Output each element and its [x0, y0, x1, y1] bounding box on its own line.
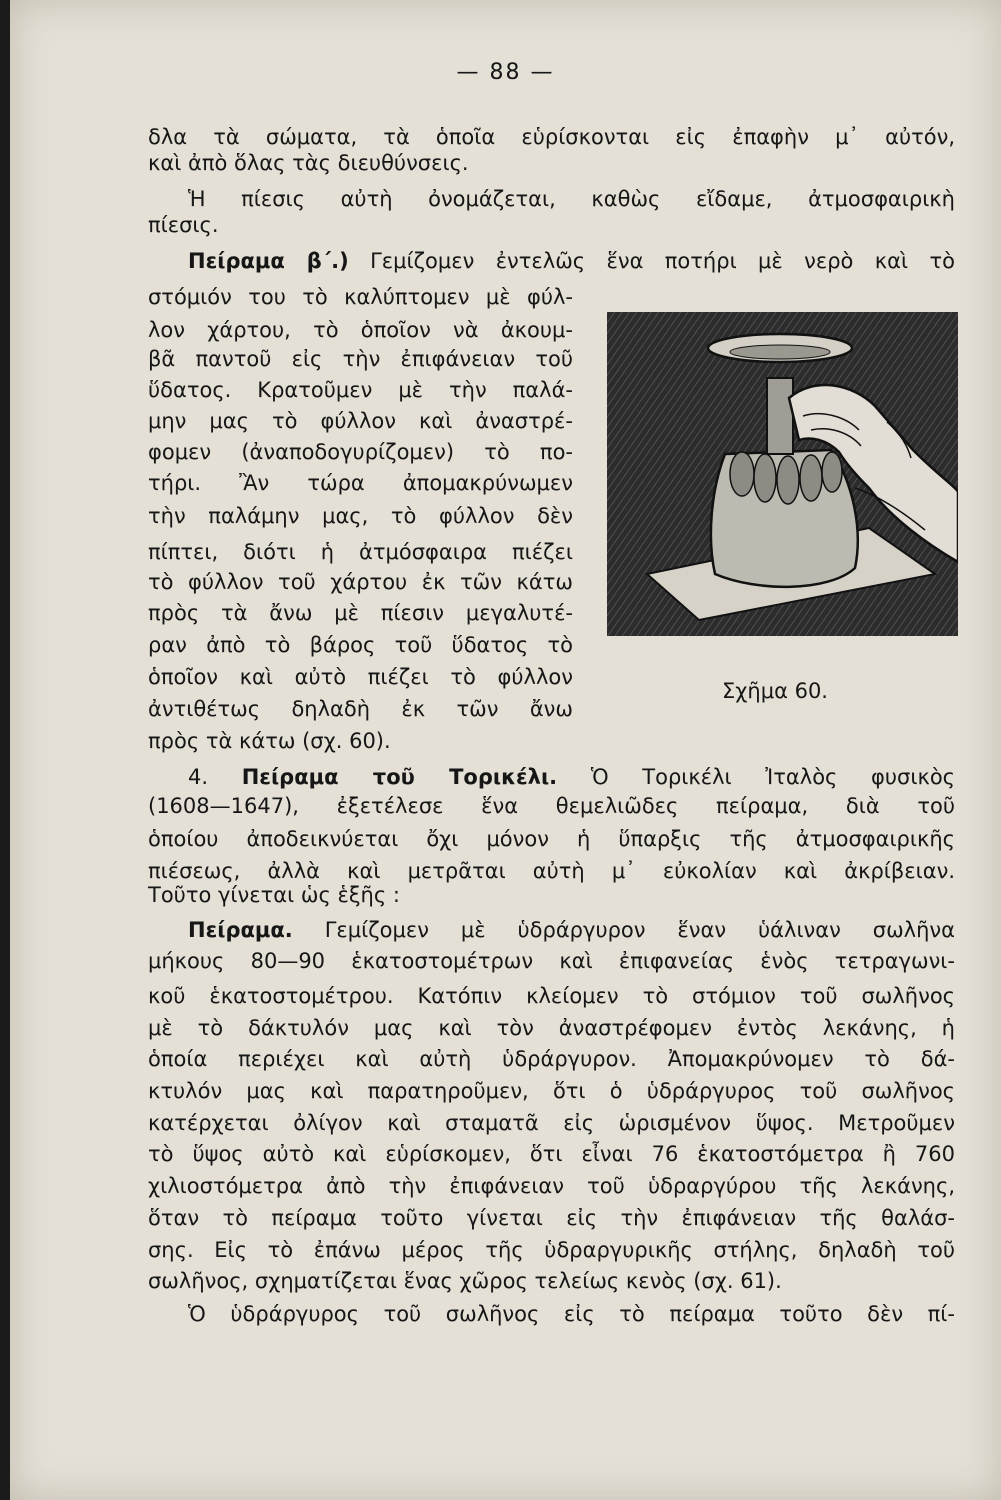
- text-line: τὴν παλάμην μας, τὸ φύλλον δὲν: [148, 504, 573, 528]
- text-line: δλα τὰ σώματα, τὰ ὁποῖα εὑρίσκονται εἰς ἐπαφὴν μ᾽ αὐτόν,: [148, 125, 955, 149]
- text-line: βᾶ παντοῦ εἰς τὴν ἐπιφάνειαν τοῦ: [148, 347, 573, 371]
- text-line: Ἡ πίεσις αὐτὴ ὀνομάζεται, καθὼς εἴδαμε, ἀτμοσφαιρικὴ: [188, 187, 955, 211]
- text-line: μην μας τὸ φύλλον καὶ ἀναστρέ-: [148, 409, 573, 433]
- experiment-heading: Πείραμα.: [188, 918, 293, 942]
- text-line: φομεν (ἀναποδογυρίζομεν) τὸ πο-: [148, 440, 573, 464]
- text-line: στόμιόν του τὸ καλύπτομεν μὲ φύλ-: [148, 285, 573, 309]
- text-line: πρὸς τὰ ἄνω μὲ πίεσιν μεγαλυτέ-: [148, 601, 573, 625]
- figure-60: [607, 312, 958, 636]
- text-line: πίεσις.: [148, 213, 219, 237]
- text-line: ὕδατος. Κρατοῦμεν μὲ τὴν παλά-: [148, 378, 573, 402]
- text-line: ραν ἀπὸ τὸ βάρος τοῦ ὕδατος τὸ: [148, 633, 573, 657]
- text-line: τήρι. Ἂν τώρα ἀπομακρύνωμεν: [148, 471, 573, 495]
- text-line: καὶ ἀπὸ ὅλας τὰς διευθύνσεις.: [148, 151, 469, 175]
- text-line: ὁποῖον καὶ αὐτὸ πιέζει τὸ φύλλον: [148, 665, 573, 689]
- text-line: κοῦ ἑκατοστομέτρου. Κατόπιν κλείομεν τὸ στόμιον τοῦ σωλῆνος: [148, 984, 955, 1008]
- torricelli-heading: Πείραμα τοῦ Τορικέλι.: [241, 765, 558, 789]
- page-number: — 88 —: [456, 60, 555, 85]
- text-line: Ὁ ὑδράργυρος τοῦ σωλῆνος εἰς τὸ πείραμα τοῦτο δὲν πί-: [188, 1302, 955, 1326]
- text-line: τὸ ὕψος αὐτὸ καὶ εὑρίσκομεν, ὅτι εἶναι 76 ἑκατοστόμετρα ἢ 760: [148, 1142, 955, 1166]
- experiment-b-heading: Πείραμα β΄.): [188, 249, 349, 273]
- text-line: 4. Πείραμα τοῦ Τορικέλι. Ὁ Τορικέλι Ἰταλὸς φυσικὸς: [188, 765, 956, 789]
- text-line: πιέσεως, ἀλλὰ καὶ μετρᾶται αὐτὴ μ᾽ εὐκολίαν καὶ ἀκρίβειαν.: [148, 859, 955, 883]
- text-line: Πείραμα β΄.) Γεμίζομεν ἐντελῶς ἕνα ποτήρι μὲ νερὸ καὶ τὸ: [188, 249, 955, 273]
- text-line: τὸ φύλλον τοῦ χάρτου ἐκ τῶν κάτω: [148, 570, 573, 594]
- text-line: σωλῆνος, σχηματίζεται ἕνας χῶρος τελείως κενὸς (σχ. 61).: [148, 1269, 782, 1293]
- book-page: [10, 0, 1001, 1500]
- text-line: ὅταν τὸ πείραμα τοῦτο γίνεται εἰς τὴν ἐπιφάνειαν τῆς θαλάσ-: [148, 1206, 955, 1230]
- text-line: κτυλόν μας καὶ παρατηροῦμεν, ὅτι ὁ ὑδράργυρος τοῦ σωλῆνος: [148, 1079, 955, 1103]
- text-line: λον χάρτου, τὸ ὁποῖον νὰ ἀκουμ-: [148, 318, 573, 342]
- text-line: μήκους 80—90 ἑκατοστομέτρων καὶ ἐπιφανείας ἑνὸς τετραγωνι-: [148, 949, 955, 973]
- text-line: πίπτει, διότι ἡ ἀτμόσφαιρα πιέζει: [148, 540, 573, 564]
- text-line: χιλιοστόμετρα ἀπὸ τὴν ἐπιφάνειαν τοῦ ὑδραργύρου τῆς λεκάνης,: [148, 1174, 955, 1198]
- text-line: μὲ τὸ δάκτυλόν μας καὶ τὸν ἀναστρέφομεν ἐντὸς λεκάνης, ἡ: [148, 1016, 955, 1040]
- text-line: ὁποία περιέχει καὶ αὐτὴ ὑδράργυρον. Ἀπομακρύνομεν τὸ δά-: [148, 1047, 955, 1071]
- text-line: (1608—1647), ἐξετέλεσε ἕνα θεμελιῶδες πείραμα, διὰ τοῦ: [148, 794, 955, 818]
- text-line: πρὸς τὰ κάτω (σχ. 60).: [148, 729, 391, 753]
- text-line: ὁποίου ἀποδεικνύεται ὄχι μόνον ἡ ὕπαρξις τῆς ἀτμοσφαιρικῆς: [148, 827, 955, 851]
- text-line: σης. Εἰς τὸ ἐπάνω μέρος τῆς ὑδραργυρικῆς στήλης, δηλαδὴ τοῦ: [148, 1238, 955, 1262]
- hand-holding-inverted-glass-illustration: [607, 312, 958, 636]
- text-line: κατέρχεται ὀλίγον καὶ σταματᾶ εἰς ὡρισμένον ὕψος. Μετροῦμεν: [148, 1111, 955, 1135]
- figure-caption: Σχῆμα 60.: [722, 679, 828, 703]
- text-line: Τοῦτο γίνεται ὡς ἑξῆς :: [148, 883, 400, 907]
- text-line: Πείραμα. Γεμίζομεν μὲ ὑδράργυρον ἕναν ὑάλιναν σωλῆνα: [188, 918, 955, 942]
- text-line: ἀντιθέτως δηλαδὴ ἐκ τῶν ἄνω: [148, 697, 573, 721]
